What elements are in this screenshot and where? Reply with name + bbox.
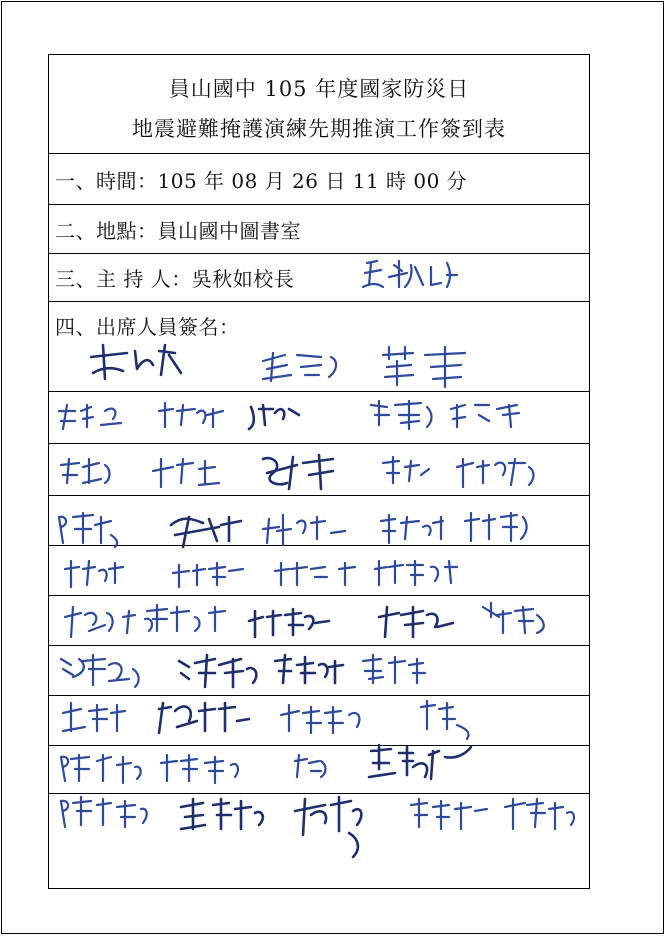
handwritten-signatures (49, 55, 591, 890)
signature-row-5 (65, 561, 457, 587)
sign-in-sheet (48, 54, 590, 889)
signature-row-4 (59, 513, 527, 547)
sheet-title-line-1: 員山國中 105 年度國家防災日 (168, 77, 470, 101)
signature-row-9 (61, 745, 471, 783)
signature-row-6 (65, 603, 544, 637)
signature-row-10 (61, 797, 574, 857)
sheet-title-line-2: 地震避難掩護演練先期推演工作簽到表 (132, 117, 506, 141)
signature-row-7 (61, 655, 425, 687)
attendees-label: 四、出席人員簽名： (55, 315, 240, 339)
time-field: 一、時間：105 年 08 月 26 日 11 時 00 分 (55, 169, 468, 193)
signature-row-8 (63, 701, 469, 739)
signature-row-3 (61, 455, 534, 489)
signature-row-1 (91, 345, 465, 387)
host-signature (363, 261, 457, 287)
location-field: 二、地點：員山國中圖書室 (55, 219, 301, 243)
host-field: 三、主 持 人：吳秋如校長 (55, 267, 295, 291)
signature-row-2 (59, 401, 519, 429)
